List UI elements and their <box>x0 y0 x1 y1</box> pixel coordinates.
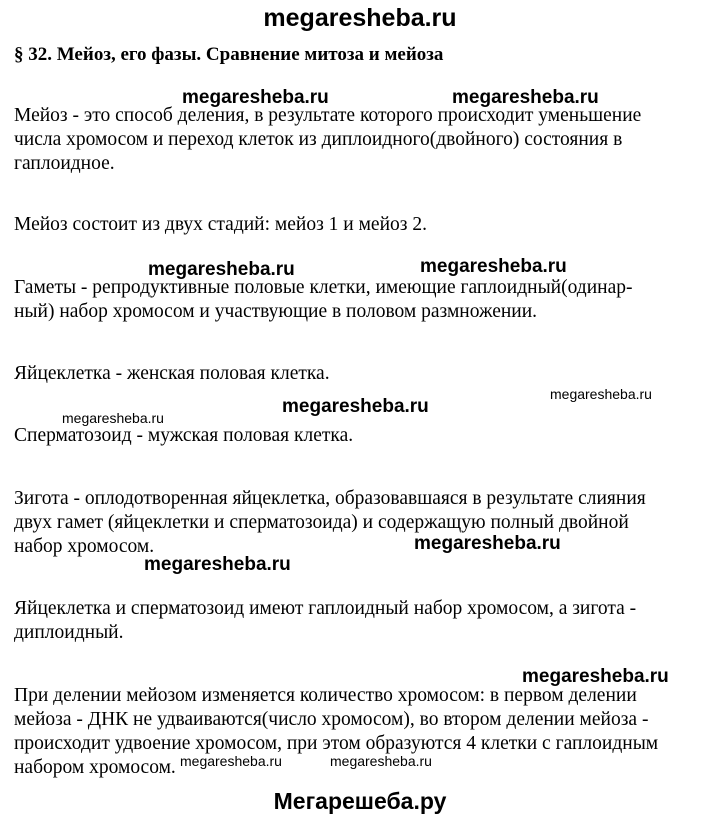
text-line: Сперматозоид - мужская половая клетка. <box>14 425 354 446</box>
text-line: Яйцеклетка и сперматозоид имеют гаплоидный набор хромосом, а зигота - <box>14 598 637 619</box>
watermark: megaresheba.ru <box>180 753 282 769</box>
text-line: диплоидный. <box>14 622 124 643</box>
watermark: megaresheba.ru <box>550 386 652 402</box>
text-line: гаплоидное. <box>14 153 115 174</box>
text-line: мейоза - ДНК не удваиваются(число хромосом), во втором делении мейоза - <box>14 709 649 730</box>
watermark: megaresheba.ru <box>282 396 429 417</box>
paragraph-meiosis-stages <box>14 213 704 237</box>
text-line: набором хромосом. <box>14 757 176 778</box>
text-line: Зигота - оплодотворенная яйцеклетка, образовавшаяся в результате слияния <box>14 488 646 509</box>
paragraph-gametes <box>14 276 704 324</box>
text-line: Яйцеклетка - женская половая клетка. <box>14 363 330 384</box>
paragraph-haploid-diploid <box>14 597 704 645</box>
paragraph-zygote <box>14 487 704 559</box>
text-line: происходит удвоение хромосом, при этом образуются 4 клетки с гаплоидным <box>14 733 659 754</box>
text-line: При делении мейозом изменяется количество хромосом: в первом делении <box>14 685 637 706</box>
text-line: ный) набор хромосом и участвующие в половом размножении. <box>14 301 538 322</box>
watermark: megaresheba.ru <box>420 256 567 277</box>
text-line: Мейоз - это способ деления, в результате которого происходит уменьшение <box>14 105 642 126</box>
watermark: megaresheba.ru <box>62 410 164 426</box>
watermark: megaresheba.ru <box>330 753 432 769</box>
watermark: megaresheba.ru <box>522 666 669 687</box>
watermark: megaresheba.ru <box>414 533 561 554</box>
text-line: набор хромосом. <box>14 536 155 557</box>
paragraph-egg-cell <box>14 362 704 386</box>
paragraph-meiosis-definition <box>14 104 704 176</box>
text-line: числа хромосом и переход клеток из диплоидного(двойного) состояния в <box>14 129 623 150</box>
watermark: megaresheba.ru <box>182 87 329 108</box>
section-heading: § 32. Мейоз, его фазы. Сравнение митоза и мейоза <box>14 44 444 65</box>
text-line: двух гамет (яйцеклетки и сперматозоида) и содержащую полный двойной <box>14 512 629 533</box>
watermark: megaresheba.ru <box>148 259 295 280</box>
watermark: megaresheba.ru <box>452 87 599 108</box>
watermark: megaresheba.ru <box>144 554 291 575</box>
text-line: Гаметы - репродуктивные половые клетки, имеющие гаплоидный(одинар- <box>14 277 633 298</box>
text-line: Мейоз состоит из двух стадий: мейоз 1 и мейоз 2. <box>14 214 427 235</box>
footer-brand: Мегарешеба.ру <box>273 788 447 814</box>
site-title: megaresheba.ru <box>263 4 457 32</box>
paragraph-sperm-cell <box>14 424 704 448</box>
